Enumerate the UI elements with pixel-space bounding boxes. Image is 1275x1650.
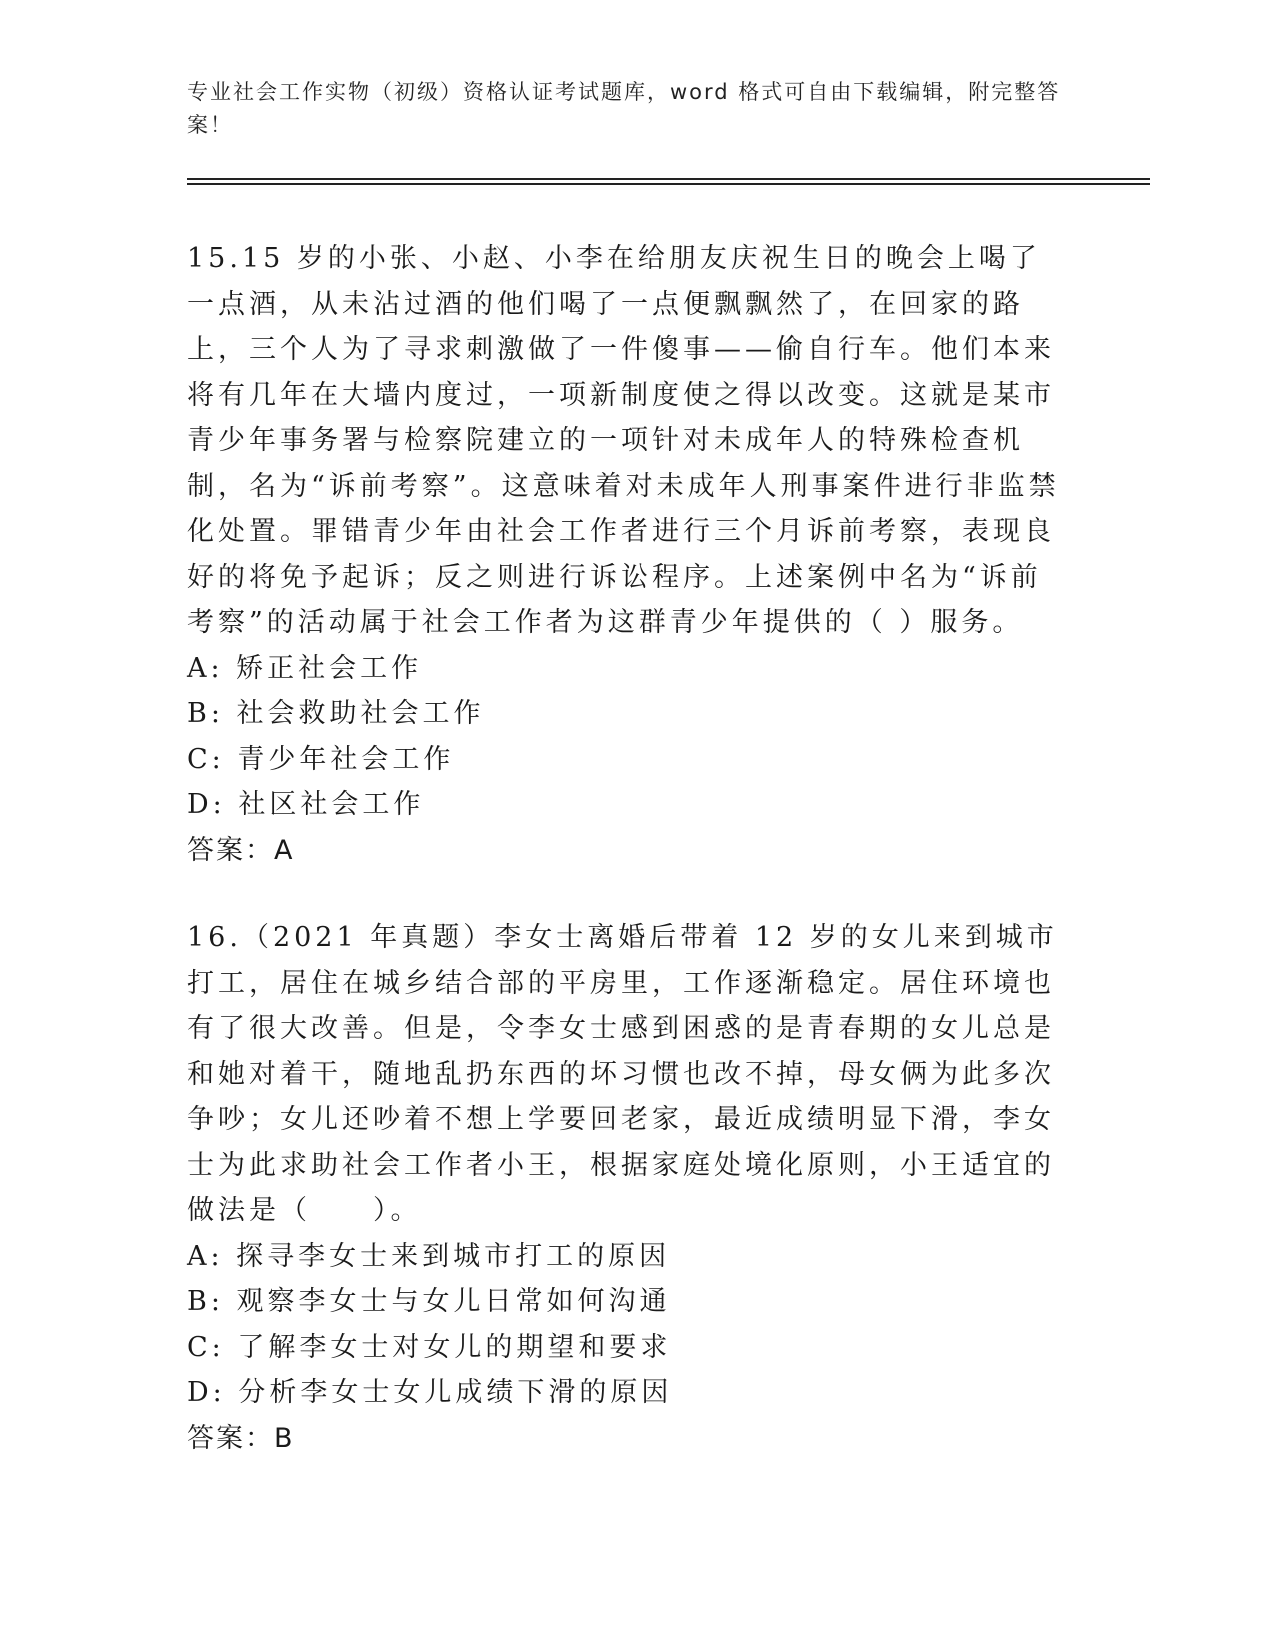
document-header: 专业社会工作实物（初级）资格认证考试题库，word 格式可自由下载编辑，附完整答案！ xyxy=(187,80,1061,137)
question-15 xyxy=(187,236,1067,873)
option-a: A: 矫正社会工作 xyxy=(187,652,423,684)
header-divider-top xyxy=(187,178,1150,180)
question-stem: 16.（2021 年真题）李女士离婚后带着 12 岁的女儿来到城市打工，居住在城乡结合部的平房里，工作逐渐稳定。居住环境也有了很大改善。但是，令李女士感到困惑的是青春期的女儿总是和她对着干，随地乱扔东西的坏习惯也改不掉，母女俩为此多次争吵；女儿还吵着不想上学要回老家，最近成绩明显下滑，李女士为此求助社会工作者小王，根据家庭处境化原则，小王适宜的做法是（ ）。 xyxy=(187,922,1058,1226)
option-b: B: 社会救助社会工作 xyxy=(187,698,485,729)
answer: 答案：A xyxy=(187,834,295,866)
header-divider-bottom xyxy=(187,183,1150,185)
question-stem: 15.15 岁的小张、小赵、小李在给朋友庆祝生日的晚会上喝了一点酒，从未沾过酒的他们喝了一点便飘飘然了，在回家的路上，三个人为了寻求刺激做了一件傻事——偷自行车。他们本来将有几年在大墙内度过，一项新制度使之得以改变。这就是某市青少年事务署与检察院建立的一项针对未成年人的特殊检查机制，名为“诉前考察”。这意味着对未成年人刑事案件进行非监禁化处置。罪错青少年由社会工作者进行三个月诉前考察，表现良好的将免予起诉；反之则进行诉讼程序。上述案例中名为“诉前考察”的活动属于社会工作者为这群青少年提供的（ ）服务。 xyxy=(187,243,1060,638)
option-c: C: 青少年社会工作 xyxy=(187,743,455,775)
answer: 答案：B xyxy=(187,1422,295,1454)
option-b: B: 观察李女士与女儿日常如何沟通 xyxy=(187,1286,671,1317)
option-d: D: 分析李女士女儿成绩下滑的原因 xyxy=(187,1377,673,1408)
option-c: C: 了解李女士对女儿的期望和要求 xyxy=(187,1331,672,1363)
question-16 xyxy=(187,915,1067,1461)
option-d: D: 社区社会工作 xyxy=(187,789,425,820)
option-a: A: 探寻李女士来到城市打工的原因 xyxy=(187,1240,671,1272)
